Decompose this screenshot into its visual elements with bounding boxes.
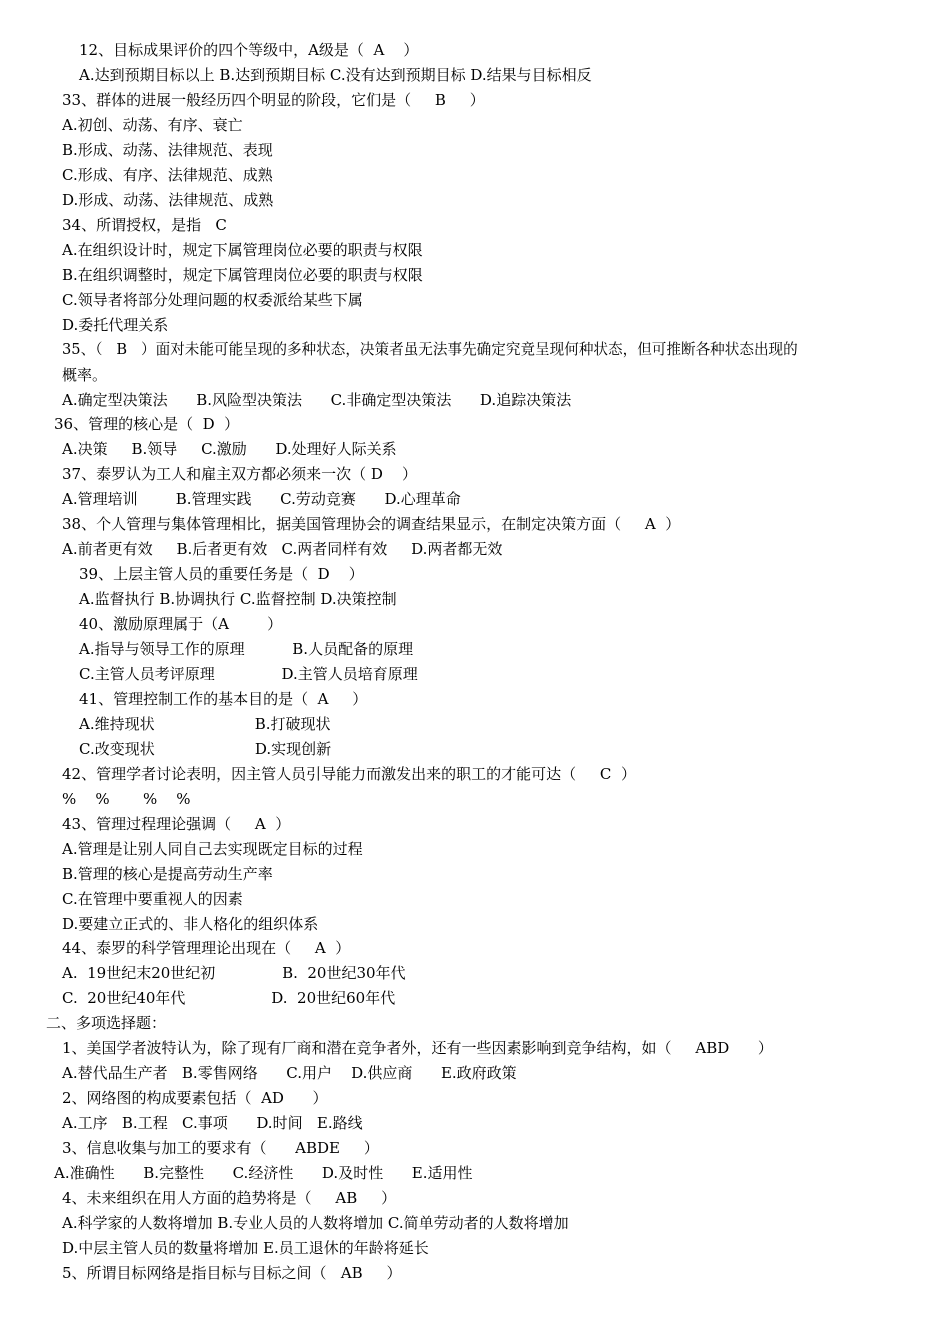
question-39-stem: 39、上层主管人员的重要任务是（ D ） <box>79 565 364 583</box>
question-41-options-ab: A.维持现状 B.打破现状 <box>79 715 331 733</box>
question-43-stem: 43、管理过程理论强调（ A ） <box>62 815 291 833</box>
question-40-options-cd: C.主管人员考评原理 D.主管人员培育原理 <box>79 665 418 683</box>
question-12-stem: 12、目标成果评价的四个等级中，A级是（ A ） <box>79 41 419 59</box>
question-33-option-c: C.形成、有序、法律规范、成熟 <box>62 166 273 184</box>
question-36-stem: 36、管理的核心是（ D ） <box>54 415 240 433</box>
question-41-stem: 41、管理控制工作的基本目的是（ A ） <box>79 690 368 708</box>
multi-question-3-options: A.准确性 B.完整性 C.经济性 D.及时性 E.适用性 <box>54 1164 473 1182</box>
multi-question-2-options: A.工序 B.工程 C.事项 D.时间 E.路线 <box>62 1114 363 1132</box>
question-34-stem: 34、所谓授权，是指 C <box>62 216 227 234</box>
question-34-option-a: A.在组织设计时，规定下属管理岗位必要的职责与权限 <box>62 241 423 259</box>
question-33-stem: 33、群体的进展一般经历四个明显的阶段，它们是（ B ） <box>62 91 485 109</box>
question-41-options-cd: C.改变现状 D.实现创新 <box>79 740 332 758</box>
multi-question-1-options: A.替代品生产者 B.零售网络 C.用户 D.供应商 E.政府政策 <box>62 1064 517 1082</box>
question-37-stem: 37、泰罗认为工人和雇主双方都必须来一次（ D ） <box>62 465 417 483</box>
question-34-option-c: C.领导者将部分处理问题的权委派给某些下属 <box>62 291 363 309</box>
question-33-option-d: D.形成、动荡、法律规范、成熟 <box>62 191 274 209</box>
question-12-options: A.达到预期目标以上 B.达到预期目标 C.没有达到预期目标 D.结果与目标相反 <box>79 66 592 84</box>
question-33-option-b: B.形成、动荡、法律规范、表现 <box>62 141 273 159</box>
question-38-stem: 38、个人管理与集体管理相比，据美国管理协会的调查结果显示，在制定决策方面（ A ） <box>62 515 681 533</box>
question-43-option-b: B.管理的核心是提高劳动生产率 <box>62 865 273 883</box>
question-40-stem: 40、激励原理属于（A ） <box>79 615 283 633</box>
question-42-stem: 42、管理学者讨论表明，因主管人员引导能力而激发出来的职工的才能可达（ C ） <box>62 765 636 783</box>
question-40-options-ab: A.指导与领导工作的原理 B.人员配备的原理 <box>79 640 414 658</box>
question-34-option-b: B.在组织调整时，规定下属管理岗位必要的职责与权限 <box>62 266 423 284</box>
question-42-options: % % % % <box>62 790 191 808</box>
multi-question-2-stem: 2、网络图的构成要素包括（ AD ） <box>62 1089 328 1107</box>
question-33-option-a: A.初创、动荡、有序、衰亡 <box>62 116 243 134</box>
question-35-stem-continued: 概率。 <box>62 366 108 384</box>
question-37-options: A.管理培训 B.管理实践 C.劳动竞赛 D.心理革命 <box>62 490 461 508</box>
question-35-options: A.确定型决策法 B.风险型决策法 C.非确定型决策法 D.追踪决策法 <box>62 391 572 409</box>
question-35-stem: 35、（ B ）面对未能可能呈现的多种状态，决策者虽无法事先确定究竟呈现何种状态，但可推断各种状态出现的 <box>62 341 798 358</box>
question-43-option-c: C.在管理中要重视人的因素 <box>62 890 243 908</box>
multi-question-3-stem: 3、信息收集与加工的要求有（ ABDE ） <box>62 1139 379 1157</box>
question-43-option-d: D.要建立正式的、非人格化的组织体系 <box>62 915 319 933</box>
question-39-options: A.监督执行 B.协调执行 C.监督控制 D.决策控制 <box>79 590 397 608</box>
question-38-options: A.前者更有效 B.后者更有效 C.两者同样有效 D.两者都无效 <box>62 540 503 558</box>
question-44-stem: 44、泰罗的科学管理理论出现在（ A ） <box>62 939 351 957</box>
question-36-options: A.决策 B.领导 C.激励 D.处理好人际关系 <box>62 440 397 458</box>
question-44-options-cd: C. 20世纪40年代 D. 20世纪60年代 <box>62 989 396 1007</box>
question-34-option-d: D.委托代理关系 <box>62 316 169 334</box>
multi-question-1-stem: 1、美国学者波特认为，除了现有厂商和潜在竞争者外，还有一些因素影响到竞争结构，如（ ABD ） <box>62 1039 773 1057</box>
multi-question-4-stem: 4、未来组织在用人方面的趋势将是（ AB ） <box>62 1189 397 1207</box>
multi-question-5-stem: 5、所谓目标网络是指目标与目标之间（ AB ） <box>62 1264 402 1282</box>
question-43-option-a: A.管理是让别人同自己去实现既定目标的过程 <box>62 840 363 858</box>
section-heading-multiple-choice: 二、多项选择题： <box>46 1014 167 1032</box>
multi-question-4-options-de: D.中层主管人员的数量将增加 E.员工退休的年龄将延长 <box>62 1239 429 1257</box>
question-44-options-ab: A. 19世纪末20世纪初 B. 20世纪30年代 <box>62 964 406 982</box>
multi-question-4-options-abc: A.科学家的人数将增加 B.专业人员的人数将增加 C.简单劳动者的人数将增加 <box>62 1214 569 1232</box>
